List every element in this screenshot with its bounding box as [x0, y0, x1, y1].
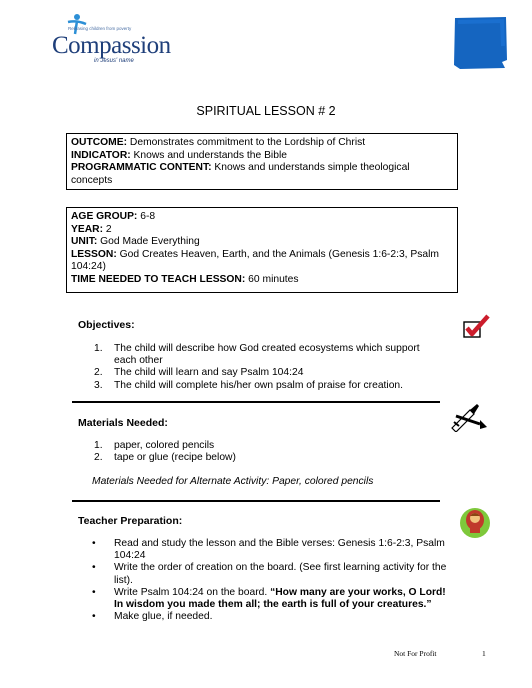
programmatic-label: PROGRAMMATIC CONTENT:	[71, 162, 212, 174]
divider	[72, 401, 440, 403]
lesson-label: LESSON:	[71, 248, 117, 260]
blue-square-graphic	[452, 16, 508, 70]
divider	[72, 500, 440, 502]
programmatic-value: Knows and understands simple theological concepts	[71, 162, 410, 186]
logo-subline: in Jesus' name	[94, 58, 134, 64]
logo-wordmark: Compassion	[52, 32, 171, 59]
year-value: 2	[103, 223, 112, 235]
objectives-list	[80, 343, 440, 392]
age-value: 6-8	[137, 211, 156, 222]
list-item: • Read and study the lesson and the Bible verses: Genesis 1:6-2:3, Psalm 104:24	[92, 538, 445, 562]
list-item: • Write Psalm 104:24 on the board. “How many are your works, O Lord! In wisdom you made them all; the earth is full of your creatures.”	[92, 586, 446, 611]
indicator-value: Knows and understands the Bible	[130, 149, 287, 161]
list-item: • Write the order of creation on the board. (See first learning activity for the list).	[92, 562, 447, 586]
time-value: 60 minutes	[245, 273, 299, 285]
teacher-apple-icon	[458, 504, 492, 540]
lesson-title: SPIRITUAL LESSON # 2	[196, 104, 336, 118]
lesson-info-box	[66, 207, 458, 293]
compassion-logo	[50, 18, 170, 70]
indicator-label: INDICATOR:	[71, 149, 131, 161]
footer-label: Not For Profit	[394, 649, 437, 658]
materials-list	[80, 440, 440, 464]
outcome-label: OUTCOME:	[71, 137, 128, 148]
age-label: AGE GROUP:	[71, 211, 138, 222]
list-item: 1. The child will describe how God created ecosystems which support each other	[94, 343, 420, 367]
list-item: 2. The child will learn and say Psalm 104:24	[94, 367, 304, 379]
psalm-quote: “How many are your works, O Lord! In wisdom you made them all; the earth is full of your creatures.”	[114, 586, 446, 611]
pencils-icon	[450, 402, 488, 432]
outcome-box	[66, 133, 458, 190]
list-item: 3. The child will complete his/her own psalm of praise for creation.	[94, 379, 404, 391]
unit-value: God Made Everything	[97, 236, 200, 248]
list-item: 1. paper, colored pencils	[94, 440, 215, 451]
materials-heading: Materials Needed:	[78, 417, 168, 429]
list-item: • Make glue, if needed.	[92, 611, 213, 623]
unit-label: UNIT:	[71, 236, 98, 248]
teacher-prep-list	[80, 538, 448, 623]
list-item: 2. tape or glue (recipe below)	[94, 452, 236, 464]
logo-tagline: Releasing children from poverty	[68, 26, 132, 31]
objectives-heading: Objectives:	[78, 319, 135, 331]
outcome-value: Demonstrates commitment to the Lordship of Christ	[127, 137, 366, 148]
checkmark-icon	[462, 314, 490, 340]
alternate-materials-note: Materials Needed for Alternate Activity: Paper, colored pencils	[92, 476, 374, 487]
time-label: TIME NEEDED TO TEACH LESSON:	[71, 273, 246, 285]
page-number: 1	[482, 649, 486, 658]
lesson-value: God Creates Heaven, Earth, and the Animals (Genesis 1:6-2:3, Psalm 104:24)	[71, 248, 440, 273]
year-label: YEAR:	[71, 223, 104, 235]
teacher-prep-heading: Teacher Preparation:	[78, 515, 183, 527]
